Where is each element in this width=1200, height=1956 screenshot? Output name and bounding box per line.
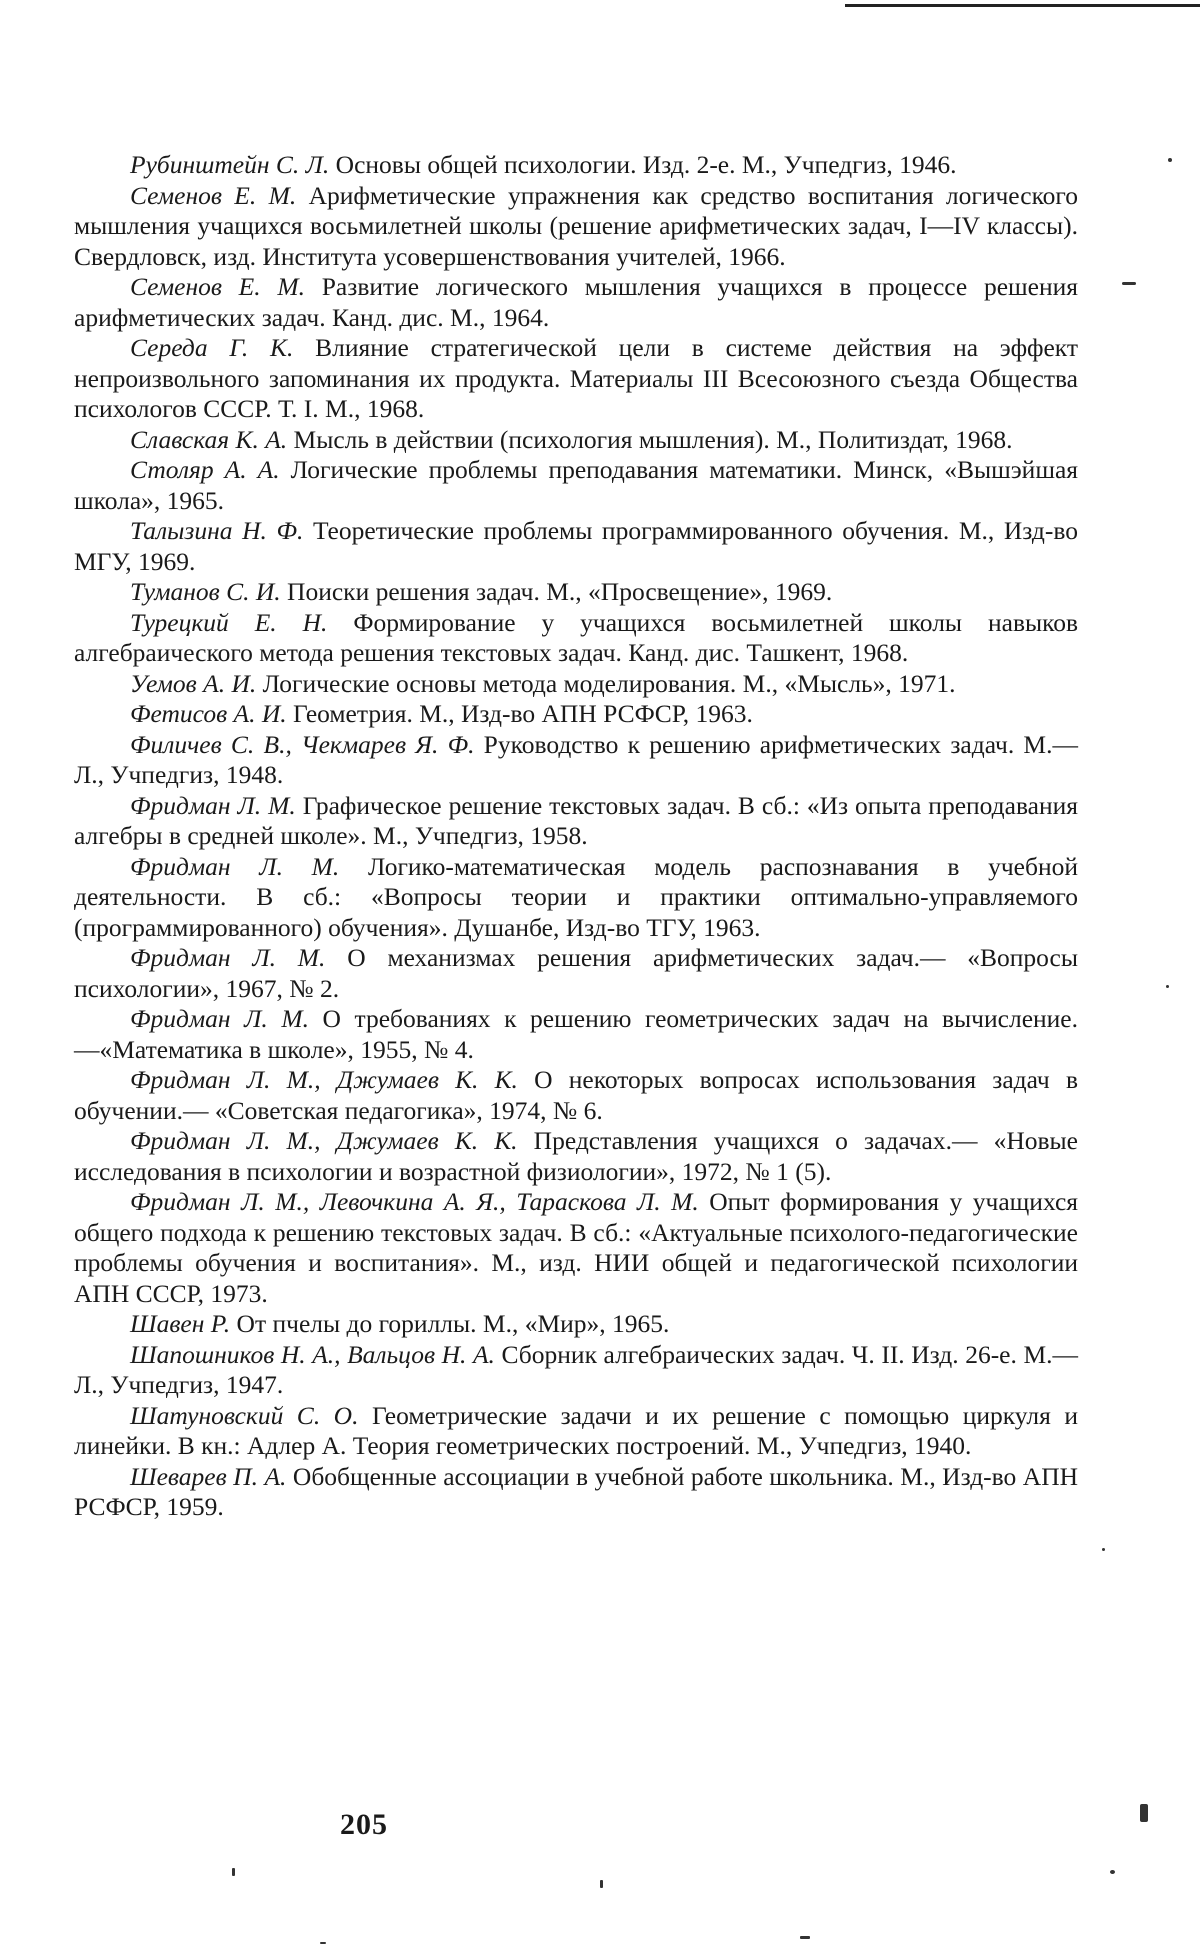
entry-author: Туманов С. И. [130,577,281,606]
entry-text: Формирование у учащихся восьмилетней школы навыков алгебраического метода решения текстовых задач. Канд. дис. Ташкент, 1968. [74,607,1079,667]
scan-speck [800,1936,810,1939]
entry-author: Фридман Л. М. [130,1004,309,1033]
page-number: 205 [340,1808,388,1841]
bibliography-entry [74,1309,1078,1340]
entry-text: Графическое решение текстовых задач. В сб.: «Из опыта преподавания алгебры в средней школе». М., Учпедгиз, 1958. [74,790,1079,850]
bibliography-entry [74,1187,1078,1309]
entry-text: Теоретические проблемы программированного обучения. М., Изд-во МГУ, 1969. [74,516,1078,576]
entry-author: Середа Г. К. [130,333,294,362]
entry-text: О некоторых вопросах использования задач в обучении.— «Советская педагогика», 1974, № 6. [74,1065,1079,1125]
bibliography-entry [74,1401,1078,1462]
entry-author: Фридман Л. М. [130,943,326,972]
entry-author: Фридман Л. М. [130,851,340,881]
bibliography-entry [74,181,1078,273]
bibliography-entry [74,1462,1078,1523]
entry-author: Фридман Л. М., Джумаев К. К. [130,1065,518,1094]
bibliography-entry [74,455,1078,516]
entry-text: Сборник алгебраических задач. Ч. II. Изд. 26-е. М.— Л., Учпедгиз, 1947. [74,1339,1078,1399]
scan-speck [1140,1804,1148,1822]
entry-text: О требованиях к решению геометрических задач на вычисление.—«Математика в школе», 1955, № 4. [74,1004,1078,1064]
entry-text: Обобщенные ассоциации в учебной работе школьника. М., Изд-во АПН РСФСР, 1959. [74,1461,1079,1521]
bibliography-entry [74,943,1078,1004]
bibliography-entry [74,730,1078,791]
entry-text: Опыт формирования у учащихся общего подхода к решению текстовых задач. В сб.: «Актуальные психолого-педагогические проблемы обучения и воспитания». М., изд. НИИ общей и педагогической психологии АПН СССР, 1973. [74,1187,1079,1308]
entry-text: Логические основы метода моделирования. М., «Мысль», 1971. [262,668,956,698]
bibliography-entry [74,150,1078,181]
bibliography-entry [74,333,1078,425]
bibliography-entry [74,852,1078,944]
entry-author: Шатуновский С. О. [130,1400,359,1430]
entry-author: Фридман Л. М., Левочкина А. Я., Тараскова Л. М. [130,1187,699,1216]
entry-text: Геометрия. М., Изд-во АПН РСФСР, 1963. [293,699,753,728]
entry-author: Талызина Н. Ф. [130,516,304,545]
entry-text: Руководство к решению арифметических задач. М.— Л., Учпедгиз, 1948. [74,729,1078,789]
entry-author: Столяр А. А. [130,455,280,484]
entry-author: Шавен Р. [130,1309,231,1338]
entry-author: Фридман Л. М. [130,790,296,820]
scan-speck [1122,282,1136,285]
bibliography-entry [74,272,1078,333]
entry-text: От пчелы до гориллы. М., «Мир», 1965. [236,1309,670,1338]
bibliography-entry [74,425,1078,456]
bibliography-entry [74,1065,1078,1126]
entry-text: Мысль в действии (психология мышления). М., Политиздат, 1968. [293,424,1013,454]
top-rule [845,4,1200,7]
entry-author: Уемов А. И. [130,668,257,698]
bibliography-entry [74,1126,1078,1187]
entry-author: Славская К. А. [130,424,288,454]
scan-speck [232,1868,235,1876]
entry-author: Фетисов А. И. [130,699,287,728]
bibliography-entry [74,699,1078,730]
entry-text: Логические проблемы преподавания математики. Минск, «Вышэйшая школа», 1965. [74,455,1078,515]
bibliography-list [74,150,1078,1523]
entry-author: Семенов Е. М. [130,180,297,210]
bibliography-entry [74,669,1078,700]
entry-author: Турецкий Е. Н. [130,607,328,637]
bibliography-entry [74,608,1078,669]
entry-text: Логико-математическая модель распознавания в учебной деятельности. В сб.: «Вопросы теории и практики оптимально-управляемого (программированного) обучения». Душанбе, Изд-во ТГУ, 1963. [74,851,1079,942]
entry-author: Рубинштейн С. Л. [130,150,330,179]
entry-author: Филичев С. В., Чекмарев Я. Ф. [130,729,475,759]
bibliography-entry [74,791,1078,852]
entry-text: Геометрические задачи и их решение с помощью циркуля и линейки. В кн.: Адлер А. Теория геометрических построений. М., Учпедгиз, 1940. [74,1400,1078,1460]
scan-speck [320,1942,326,1944]
scan-speck [1110,1870,1115,1874]
bibliography-entry [74,516,1078,577]
entry-text: Влияние стратегической цели в системе действия на эффект непроизвольного запоминания их продукта. Материалы III Всесоюзного съезда Общества психологов СССР. Т. I. М., 1968. [74,333,1079,423]
scan-speck [1166,985,1169,988]
entry-text: Арифметические упражнения как средство воспитания логического мышления учащихся восьмилетней школы (решение арифметических задач, I—IV классы). Свердловск, изд. Института усовершенствования учителей, 1966. [74,180,1078,271]
scan-speck [1102,1548,1105,1551]
bibliography-entry [74,1004,1078,1065]
bibliography-entry [74,1340,1078,1401]
entry-text: Поиски решения задач. М., «Просвещение», 1969. [287,577,833,606]
entry-text: Представления учащихся о задачах.— «Новые исследования в психологии и возрастной физиологии», 1972, № 1 (5). [74,1126,1079,1186]
entry-text: О механизмах решения арифметических задач.— «Вопросы психологии», 1967, № 2. [74,943,1079,1003]
entry-text: Основы общей психологии. Изд. 2-е. М., Учпедгиз, 1946. [335,150,957,179]
scan-speck [600,1880,603,1888]
scan-speck [1168,158,1172,162]
entry-author: Семенов Е. М. [130,272,305,301]
entry-author: Шеварев П. А. [130,1461,287,1491]
entry-author: Шапошников Н. А., Вальцов Н. А. [130,1339,495,1369]
entry-text: Развитие логического мышления учащихся в процессе решения арифметических задач. Канд. дис. М., 1964. [74,272,1078,332]
entry-author: Фридман Л. М., Джумаев К. К. [130,1126,518,1155]
bibliography-entry [74,577,1078,608]
